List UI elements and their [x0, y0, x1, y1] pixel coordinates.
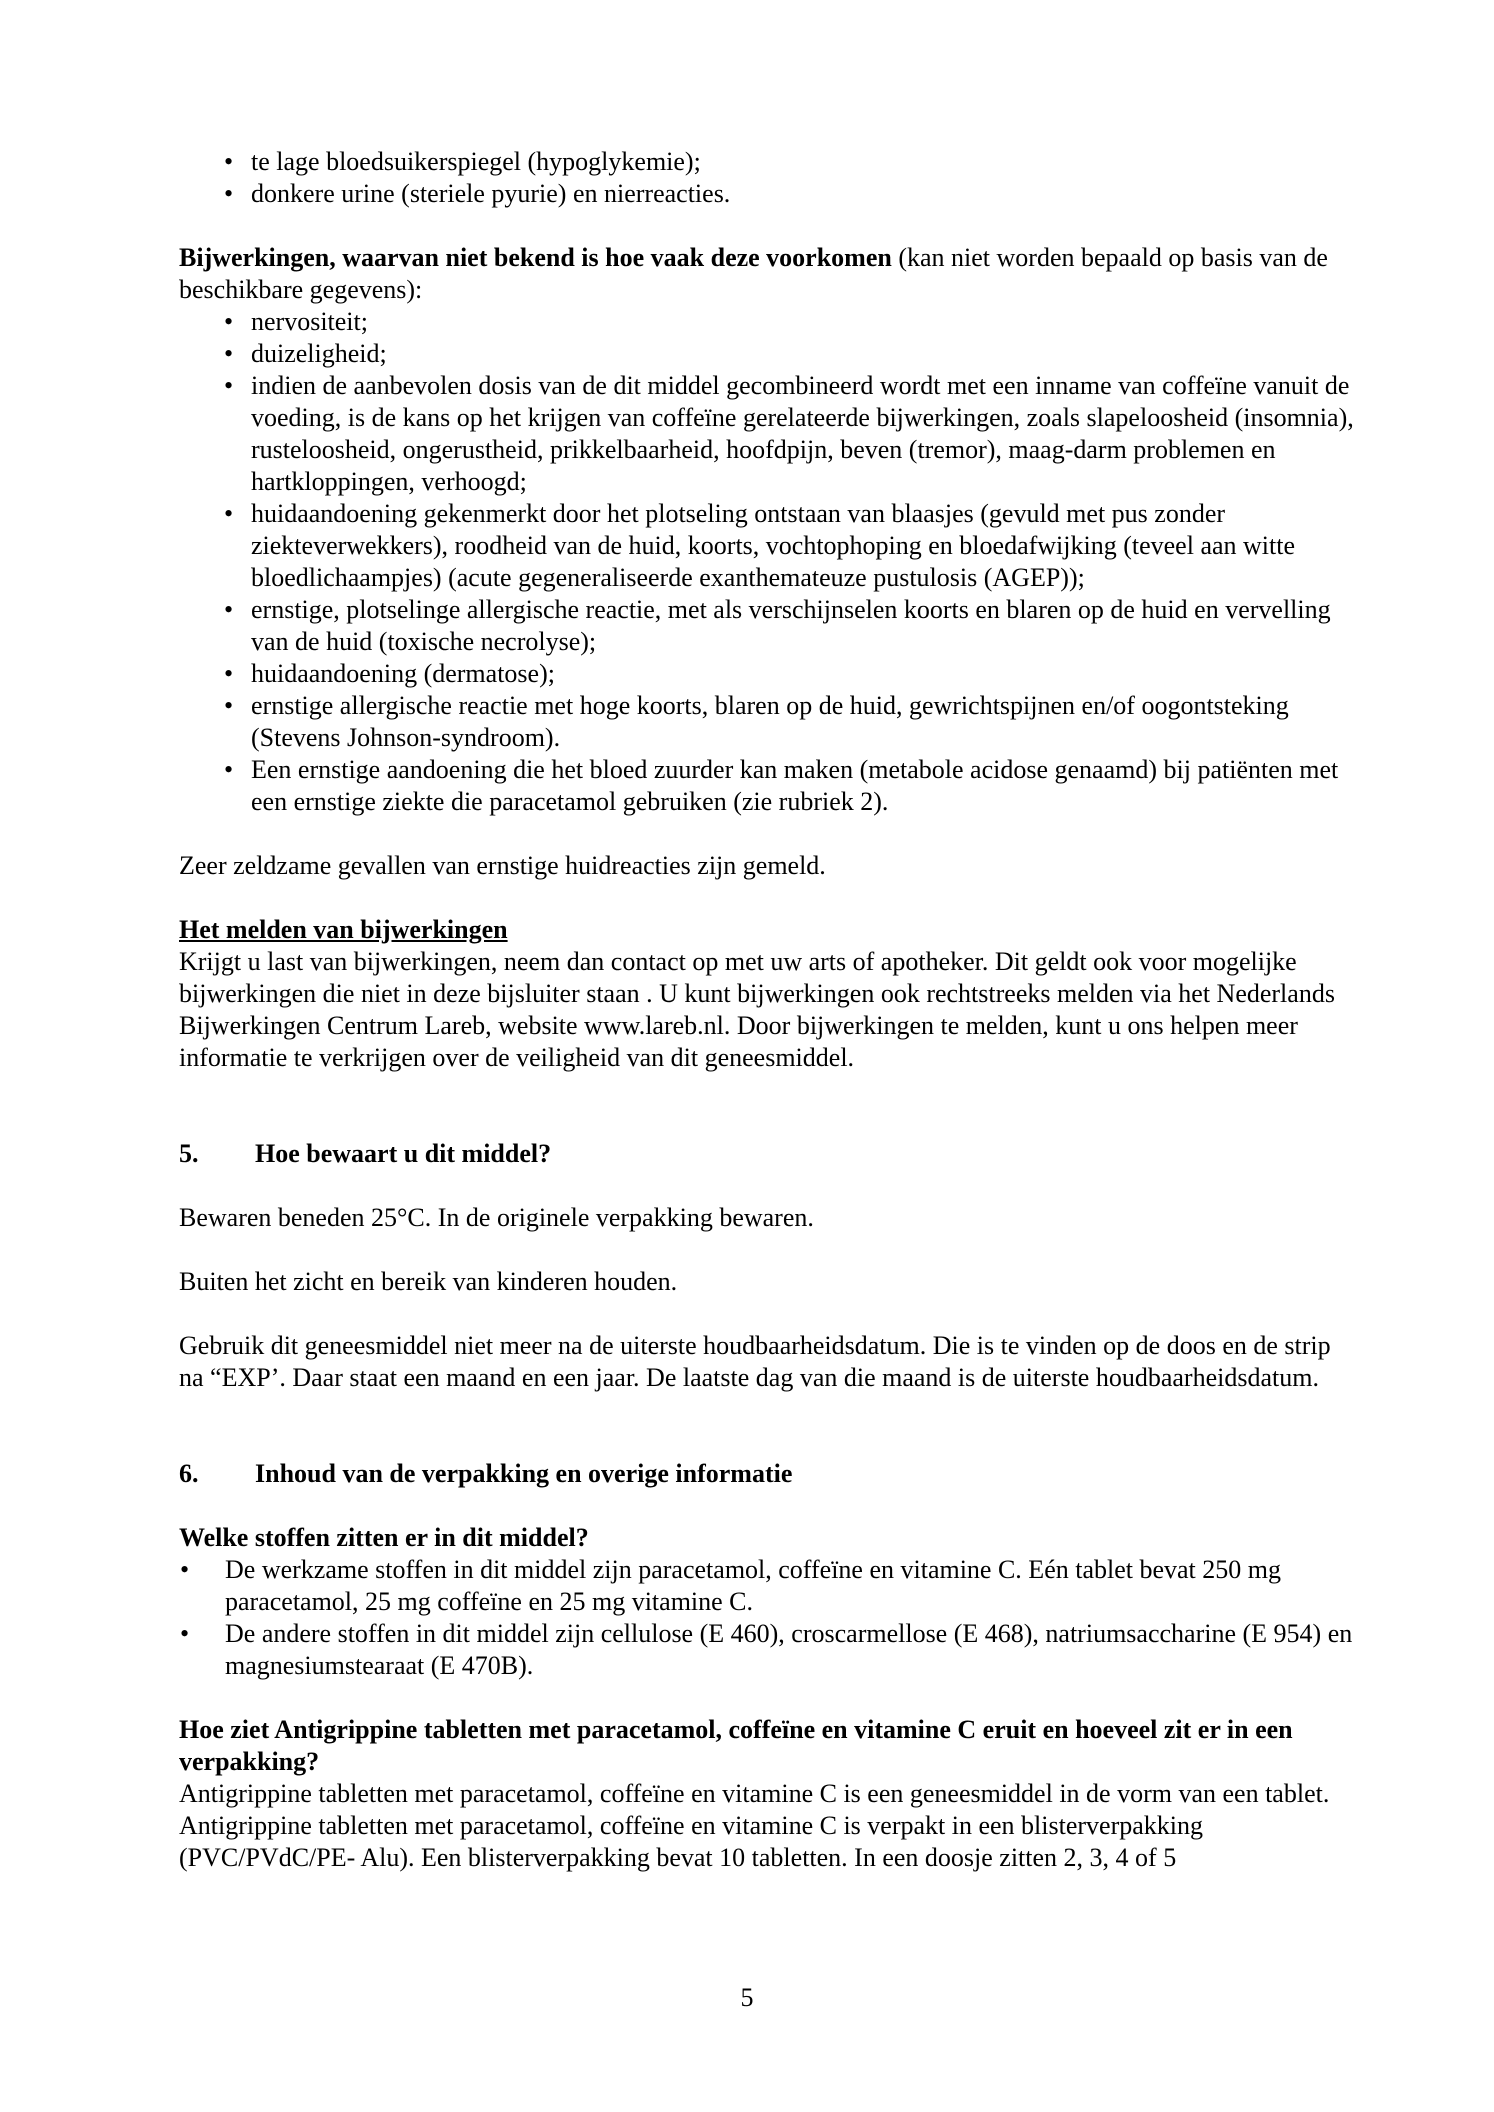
list-item — [179, 306, 1355, 338]
composition-bullet-list — [179, 1554, 1355, 1682]
unknown-frequency-lead-bold: Bijwerkingen, waarvan niet bekend is hoe vaak deze voorkomen — [179, 243, 892, 272]
list-item-text: duizeligheid; — [251, 339, 387, 368]
list-item — [179, 690, 1355, 754]
unknown-frequency-lead-rest: (kan niet worden bepaald op basis van de beschikbare gegevens): — [179, 243, 1328, 304]
storage-paragraph: Bewaren beneden 25°C. In de originele verpakking bewaren. — [179, 1203, 814, 1232]
list-item-text: De werkzame stoffen in dit middel zijn paracetamol, coffeïne en vitamine C. Eén tablet bevat 250 mg paracetamol, 25 mg coffeïne en 25 mg vitamine C. — [225, 1555, 1282, 1616]
reporting-body: Krijgt u last van bijwerkingen, neem dan contact op met uw arts of apotheker. Dit geldt ook voor mogelijke bijwerkingen die niet in deze bijsluiter staan . U kunt bijwerkingen ook rechtstreeks melden via het Nederlands Bijwerkingen Centrum Lareb, website www.lareb.nl. Door bijwerkingen te melden, kunt u ons helpen meer informatie te verkrijgen over de veiligheid van dit geneesmiddel. — [179, 947, 1335, 1072]
appearance-paragraph-1: Antigrippine tabletten met paracetamol, coffeïne en vitamine C is een geneesmiddel in de vorm van een tablet. — [179, 1779, 1330, 1808]
reporting-heading — [179, 914, 1355, 946]
list-item-text: huidaandoening gekenmerkt door het plotseling ontstaan van blaasjes (gevuld met pus zonder ziekteverwekkers), roodheid van de huid, koorts, vochtophoping en bloedafwijking (teveel aan witte bloedlichaampjes) (acute gegeneraliseerde exanthemateuze pustulosis (AGEP)); — [251, 499, 1296, 592]
bullet-icon: • — [224, 179, 234, 208]
list-item-text: donkere urine (steriele pyurie) en nierreacties. — [251, 179, 731, 208]
list-item-text: huidaandoening (dermatose); — [251, 659, 555, 688]
bullet-icon: • — [224, 339, 234, 368]
bullet-icon: • — [224, 147, 234, 176]
list-item — [179, 594, 1355, 658]
list-item — [179, 146, 1355, 178]
bullet-icon: • — [224, 691, 234, 720]
bullet-icon: • — [224, 595, 234, 624]
bullet-icon: • — [224, 307, 234, 336]
list-item-text: ernstige allergische reactie met hoge koorts, blaren op de huid, gewrichtspijnen en/of oogontsteking (Stevens Johnson-syndroom). — [251, 691, 1289, 752]
section-6-heading — [179, 1458, 1355, 1490]
page-number: 5 — [740, 1983, 754, 2012]
section-6-number: 6. — [179, 1459, 199, 1488]
intro-bullet-list — [179, 146, 1355, 210]
expiry-paragraph: Gebruik dit geneesmiddel niet meer na de uiterste houdbaarheidsdatum. Die is te vinden op de doos en de strip na “EXP’. Daar staat een maand en een jaar. De laatste dag van die maand is de uiterste houdbaarheidsdatum. — [179, 1331, 1331, 1392]
list-item — [179, 658, 1355, 690]
list-item — [179, 498, 1355, 594]
list-item — [179, 754, 1355, 818]
section-5-number: 5. — [179, 1139, 199, 1168]
list-item-text: nervositeit; — [251, 307, 368, 336]
list-item — [179, 178, 1355, 210]
section-6-title: Inhoud van de verpakking en overige informatie — [255, 1459, 793, 1488]
unknown-frequency-lead — [179, 242, 1355, 306]
list-item — [179, 338, 1355, 370]
reporting-heading-text: Het melden van bijwerkingen — [179, 915, 508, 944]
list-item — [179, 370, 1355, 498]
bullet-icon: • — [180, 1619, 190, 1648]
section-5-heading — [179, 1138, 1355, 1170]
bullet-icon: • — [224, 659, 234, 688]
list-item-text: Een ernstige aandoening die het bloed zuurder kan maken (metabole acidose genaamd) bij patiënten met een ernstige ziekte die paracetamol gebruiken (zie rubriek 2). — [251, 755, 1339, 816]
list-item-text: De andere stoffen in dit middel zijn cellulose (E 460), croscarmellose (E 468), natriumsaccharine (E 954) en magnesiumstearaat (E 470B). — [225, 1619, 1353, 1680]
list-item-text: indien de aanbevolen dosis van de dit middel gecombineerd wordt met een inname van coffeïne vanuit de voeding, is de kans op het krijgen van coffeïne gerelateerde bijwerkingen, zoals slapeloosheid (insomnia), rusteloosheid, ongerustheid, prikkelbaarheid, hoofdpijn, beven (tremor), maag-darm problemen en hartkloppingen, verhoogd; — [251, 371, 1354, 496]
unknown-frequency-bullet-list — [179, 306, 1355, 818]
bullet-icon: • — [224, 371, 234, 400]
composition-heading: Welke stoffen zitten er in dit middel? — [179, 1523, 589, 1552]
list-item-text: te lage bloedsuikerspiegel (hypoglykemie); — [251, 147, 701, 176]
bullet-icon: • — [224, 499, 234, 528]
keep-away-paragraph: Buiten het zicht en bereik van kinderen houden. — [179, 1267, 678, 1296]
list-item — [179, 1618, 1355, 1682]
section-5-title: Hoe bewaart u dit middel? — [255, 1139, 552, 1168]
appearance-heading: Hoe ziet Antigrippine tabletten met paracetamol, coffeïne en vitamine C eruit en hoeveel zit er in een verpakking? — [179, 1715, 1293, 1776]
rare-cases-note: Zeer zeldzame gevallen van ernstige huidreacties zijn gemeld. — [179, 851, 826, 880]
list-item — [179, 1554, 1355, 1618]
bullet-icon: • — [224, 755, 234, 784]
appearance-paragraph-2: Antigrippine tabletten met paracetamol, coffeïne en vitamine C is verpakt in een blisterverpakking (PVC/PVdC/PE- Alu). Een blisterverpakking bevat 10 tabletten. In een doosje zitten 2, 3, 4 of 5 — [179, 1811, 1204, 1872]
list-item-text: ernstige, plotselinge allergische reactie, met als verschijnselen koorts en blaren op de huid en vervelling van de huid (toxische necrolyse); — [251, 595, 1331, 656]
bullet-icon: • — [180, 1555, 190, 1584]
